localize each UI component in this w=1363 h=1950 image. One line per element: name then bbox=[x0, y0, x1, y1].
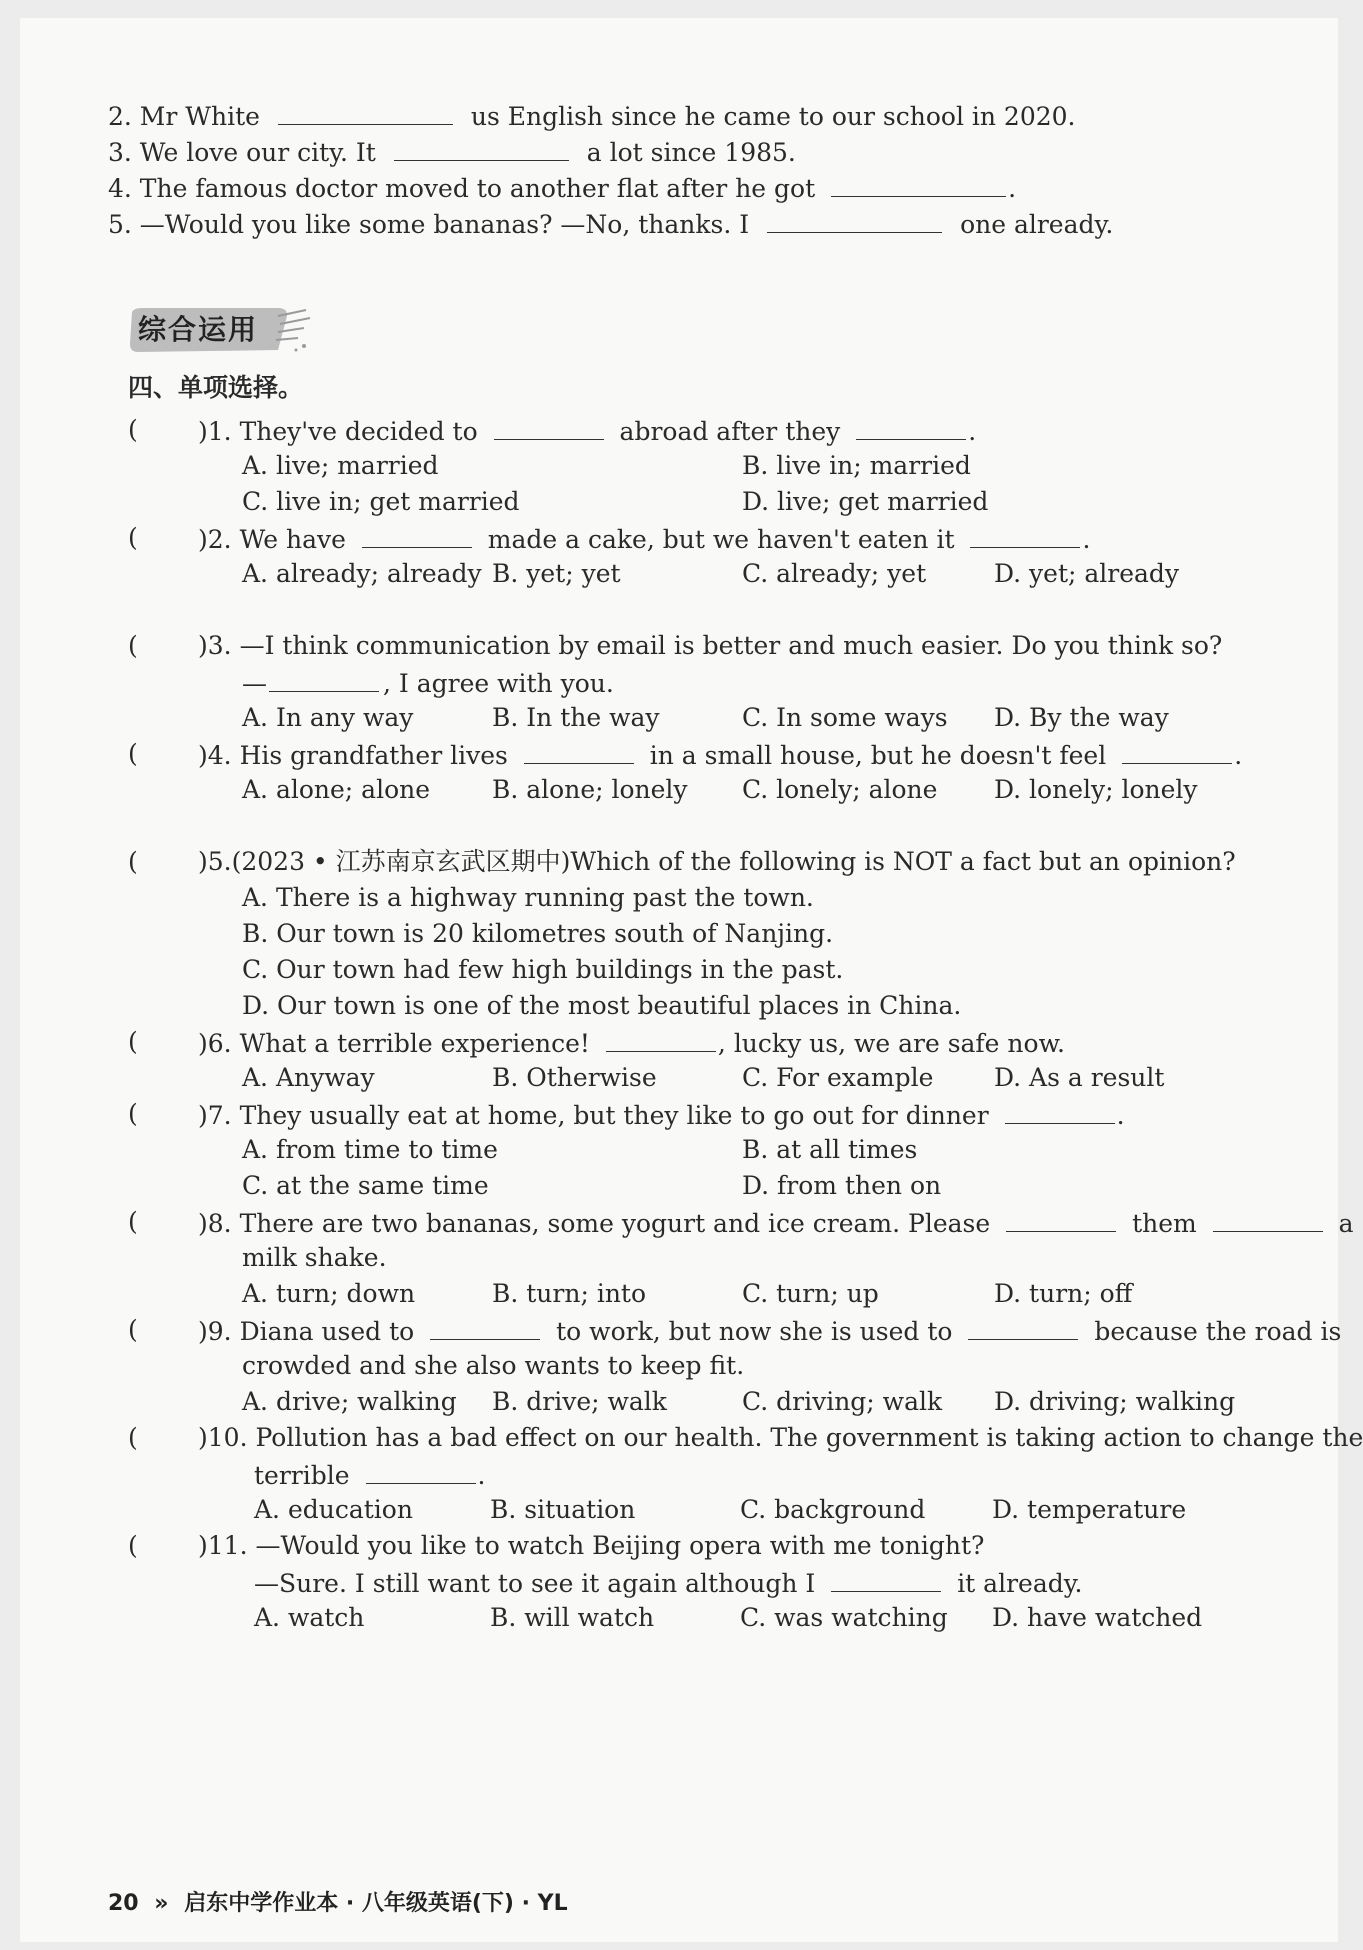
fill-blank-4: 4. The famous doctor moved to another flat after he got . bbox=[108, 170, 1016, 206]
question-3-line2: — , I agree with you. bbox=[242, 665, 614, 701]
option-d[interactable]: D. driving; walking bbox=[994, 1387, 1236, 1416]
question-6: )6. What a terrible experience! , lucky us, we are safe now. bbox=[198, 1025, 1065, 1061]
question-8-line2: milk shake. bbox=[242, 1243, 387, 1272]
option-b[interactable]: B. Our town is 20 kilometres south of Nanjing. bbox=[242, 919, 834, 948]
option-a[interactable]: A. education bbox=[254, 1495, 413, 1524]
option-c[interactable]: C. Our town had few high buildings in the past. bbox=[242, 955, 844, 984]
option-b[interactable]: B. yet; yet bbox=[492, 559, 621, 588]
worksheet-page bbox=[20, 18, 1363, 1942]
option-a[interactable]: A. drive; walking bbox=[242, 1387, 457, 1416]
answer-blank[interactable] bbox=[970, 521, 1080, 548]
answer-blank[interactable] bbox=[1006, 1205, 1116, 1232]
answer-paren[interactable]: ( bbox=[128, 847, 138, 876]
option-a[interactable]: A. In any way bbox=[242, 703, 414, 732]
answer-paren[interactable]: ( bbox=[128, 1099, 138, 1128]
option-c[interactable]: C. driving; walk bbox=[742, 1387, 943, 1416]
option-c[interactable]: C. live in; get married bbox=[242, 487, 520, 516]
option-d[interactable]: D. Our town is one of the most beautiful places in China. bbox=[242, 991, 962, 1020]
answer-paren[interactable]: ( bbox=[128, 739, 138, 768]
answer-blank[interactable] bbox=[430, 1313, 540, 1340]
answer-blank[interactable] bbox=[831, 1565, 941, 1592]
option-b[interactable]: B. will watch bbox=[490, 1603, 655, 1632]
question-2: )2. We have made a cake, but we haven't eaten it . bbox=[198, 521, 1090, 557]
answer-blank[interactable] bbox=[269, 665, 379, 692]
answer-paren[interactable]: ( bbox=[128, 1207, 138, 1236]
answer-paren[interactable]: ( bbox=[128, 631, 138, 660]
page-footer bbox=[108, 1886, 568, 1917]
option-d[interactable]: D. temperature bbox=[992, 1495, 1187, 1524]
page-number: 20 bbox=[108, 1891, 139, 1916]
answer-blank[interactable] bbox=[524, 737, 634, 764]
option-b[interactable]: B. In the way bbox=[492, 703, 660, 732]
fill-blank-5: 5. —Would you like some bananas? —No, thanks. I one already. bbox=[108, 206, 1113, 242]
option-d[interactable]: D. live; get married bbox=[742, 487, 989, 516]
option-c[interactable]: C. background bbox=[740, 1495, 926, 1524]
option-c[interactable]: C. turn; up bbox=[742, 1279, 879, 1308]
option-c[interactable]: C. at the same time bbox=[242, 1171, 489, 1200]
fill-blank-3: 3. We love our city. It a lot since 1985. bbox=[108, 134, 796, 170]
option-a[interactable]: A. turn; down bbox=[242, 1279, 416, 1308]
answer-blank[interactable] bbox=[278, 98, 453, 125]
answer-blank[interactable] bbox=[362, 521, 472, 548]
option-b[interactable]: B. alone; lonely bbox=[492, 775, 688, 804]
exercise-heading: 四、单项选择。 bbox=[128, 373, 304, 402]
option-a[interactable]: A. already; already bbox=[242, 559, 482, 588]
answer-blank[interactable] bbox=[394, 134, 569, 161]
option-d[interactable]: D. By the way bbox=[994, 703, 1169, 732]
answer-paren[interactable]: ( bbox=[128, 415, 138, 444]
option-c[interactable]: C. was watching bbox=[740, 1603, 948, 1632]
option-d[interactable]: D. yet; already bbox=[994, 559, 1180, 588]
option-d[interactable]: D. turn; off bbox=[994, 1279, 1133, 1308]
option-d[interactable]: D. have watched bbox=[992, 1603, 1203, 1632]
answer-blank[interactable] bbox=[767, 206, 942, 233]
question-4: )4. His grandfather lives in a small house, but he doesn't feel . bbox=[198, 737, 1242, 773]
option-a[interactable]: A. Anyway bbox=[242, 1063, 375, 1092]
section-title: 综合运用 bbox=[138, 313, 259, 346]
fill-blank-2: 2. Mr White us English since he came to our school in 2020. bbox=[108, 98, 1076, 134]
option-d[interactable]: D. lonely; lonely bbox=[994, 775, 1198, 804]
question-8: )8. There are two bananas, some yogurt and ice cream. Please them a bbox=[198, 1205, 1354, 1241]
answer-paren[interactable]: ( bbox=[128, 1423, 138, 1452]
question-9: )9. Diana used to to work, but now she is used to because the road is bbox=[198, 1313, 1341, 1349]
option-c[interactable]: C. In some ways bbox=[742, 703, 948, 732]
question-10-line2: terrible . bbox=[254, 1457, 485, 1493]
question-10: )10. Pollution has a bad effect on our health. The government is taking action to change the bbox=[198, 1423, 1363, 1452]
option-a[interactable]: A. watch bbox=[254, 1603, 365, 1632]
option-a[interactable]: A. There is a highway running past the town. bbox=[242, 883, 814, 912]
option-c[interactable]: C. For example bbox=[742, 1063, 934, 1092]
question-9-line2: crowded and she also wants to keep fit. bbox=[242, 1351, 745, 1380]
answer-paren[interactable]: ( bbox=[128, 1531, 138, 1560]
answer-blank[interactable] bbox=[968, 1313, 1078, 1340]
option-b[interactable]: B. turn; into bbox=[492, 1279, 647, 1308]
option-c[interactable]: C. lonely; alone bbox=[742, 775, 938, 804]
option-b[interactable]: B. Otherwise bbox=[492, 1063, 657, 1092]
option-b[interactable]: B. situation bbox=[490, 1495, 636, 1524]
answer-blank[interactable] bbox=[856, 413, 966, 440]
double-arrow-icon: » bbox=[154, 1891, 169, 1916]
book-title: 启东中学作业本 · 八年级英语(下) · YL bbox=[184, 1891, 568, 1916]
option-a[interactable]: A. from time to time bbox=[242, 1135, 498, 1164]
answer-blank[interactable] bbox=[494, 413, 604, 440]
option-d[interactable]: D. As a result bbox=[994, 1063, 1165, 1092]
answer-paren[interactable]: ( bbox=[128, 523, 138, 552]
option-c[interactable]: C. already; yet bbox=[742, 559, 927, 588]
answer-blank[interactable] bbox=[831, 170, 1006, 197]
question-5: )5.(2023 • 江苏南京玄武区期中)Which of the following is NOT a fact but an opinion? bbox=[198, 847, 1236, 876]
answer-blank[interactable] bbox=[1122, 737, 1232, 764]
question-11-line2: —Sure. I still want to see it again although I it already. bbox=[254, 1565, 1082, 1601]
option-a[interactable]: A. live; married bbox=[242, 451, 439, 480]
answer-paren[interactable]: ( bbox=[128, 1315, 138, 1344]
question-7: )7. They usually eat at home, but they like to go out for dinner . bbox=[198, 1097, 1125, 1133]
question-3: )3. —I think communication by email is better and much easier. Do you think so? bbox=[198, 631, 1223, 660]
option-b[interactable]: B. live in; married bbox=[742, 451, 971, 480]
answer-paren[interactable]: ( bbox=[128, 1027, 138, 1056]
question-1: )1. They've decided to abroad after they . bbox=[198, 413, 976, 449]
option-d[interactable]: D. from then on bbox=[742, 1171, 942, 1200]
option-a[interactable]: A. alone; alone bbox=[242, 775, 431, 804]
answer-blank[interactable] bbox=[366, 1457, 476, 1484]
option-b[interactable]: B. drive; walk bbox=[492, 1387, 667, 1416]
question-11: )11. —Would you like to watch Beijing opera with me tonight? bbox=[198, 1531, 985, 1560]
answer-blank[interactable] bbox=[1005, 1097, 1115, 1124]
option-b[interactable]: B. at all times bbox=[742, 1135, 918, 1164]
answer-blank[interactable] bbox=[606, 1025, 716, 1052]
answer-blank[interactable] bbox=[1213, 1205, 1323, 1232]
